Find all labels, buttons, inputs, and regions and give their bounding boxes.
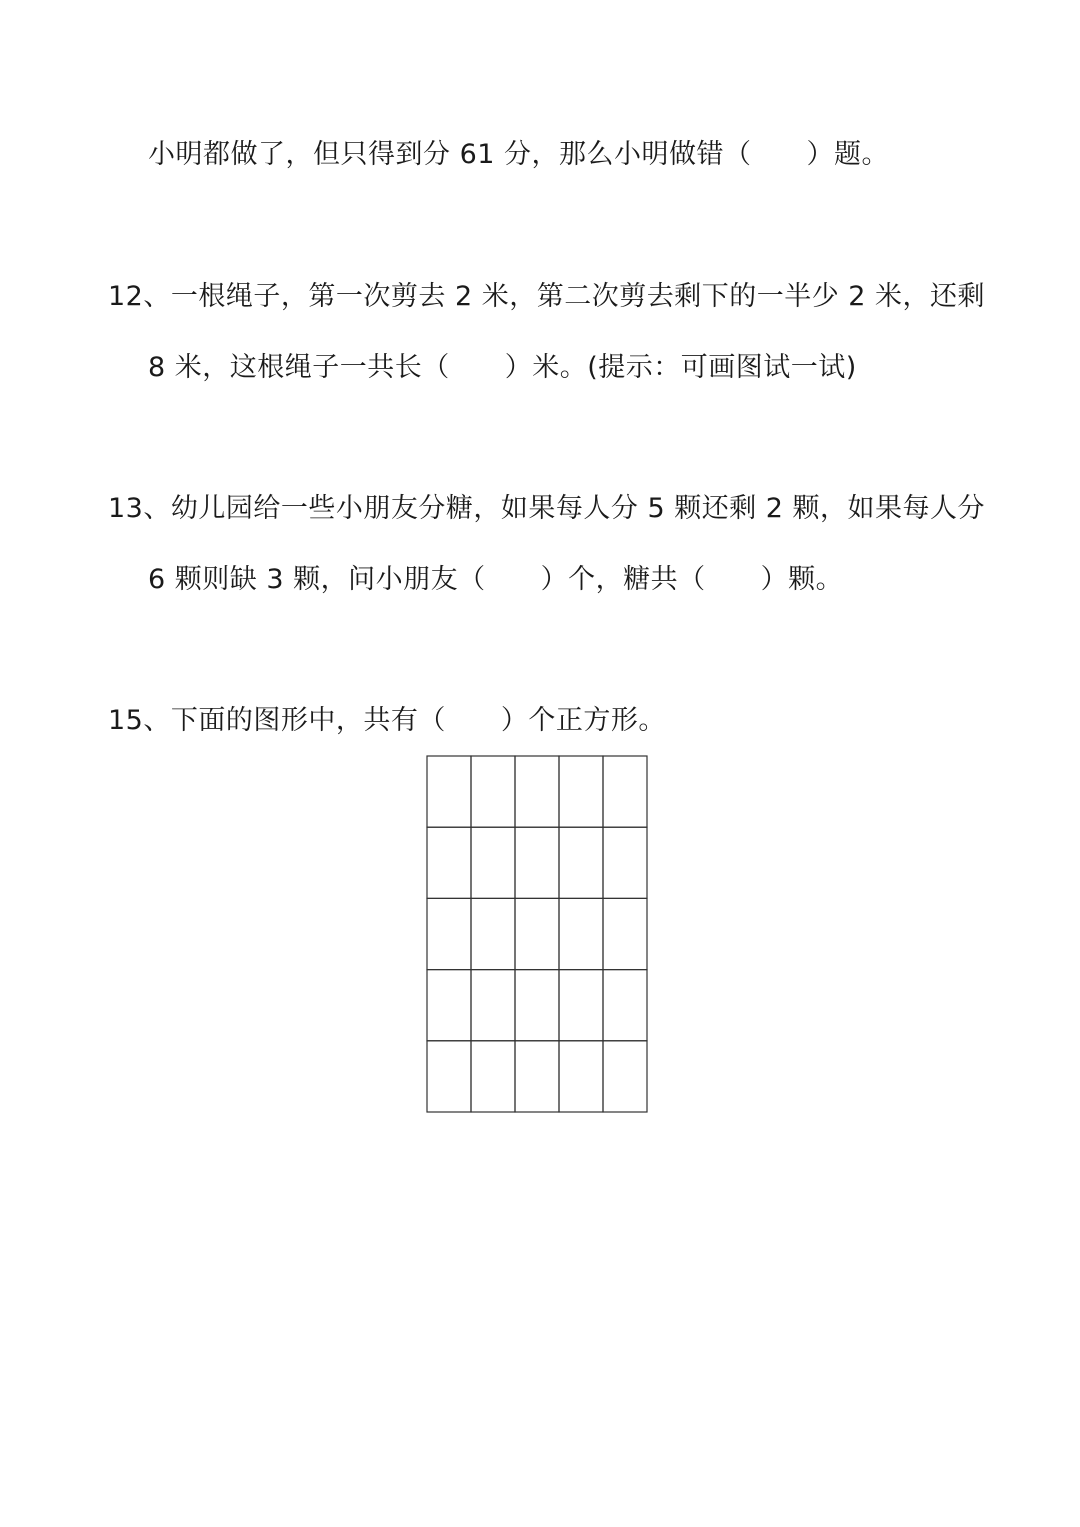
grid-cell [471,970,515,1041]
grid-cell [559,970,603,1041]
grid-cell [427,898,471,969]
grid-cell [427,756,471,827]
grid-cell [471,1041,515,1112]
grid-svg [426,755,648,1113]
square-grid-figure [426,755,648,1113]
grid-cell [471,827,515,898]
q12-line-1: 12、一根绳子，第一次剪去 2 米，第二次剪去剩下的一半少 2 米，还剩 [108,281,986,312]
q12-line-2: 8 米，这根绳子一共长（ ）米。(提示：可画图试一试) [148,352,857,383]
grid-cell [515,756,559,827]
grid-cell [427,1041,471,1112]
grid-cell [471,756,515,827]
grid-cell [603,898,647,969]
grid-cell [515,970,559,1041]
q13-line-2: 6 颗则缺 3 颗，问小朋友（ ）个，糖共（ ）颗。 [148,564,844,595]
grid-cell [559,1041,603,1112]
grid-cell [603,756,647,827]
grid-cell [515,1041,559,1112]
grid-cell [603,1041,647,1112]
grid-cell [559,756,603,827]
grid-cell [603,827,647,898]
grid-cell [515,898,559,969]
grid-cell [427,970,471,1041]
grid-cell [515,827,559,898]
grid-cell [427,827,471,898]
grid-cell [559,898,603,969]
grid-cell [471,898,515,969]
grid-cell [603,970,647,1041]
q15-line: 15、下面的图形中，共有（ ）个正方形。 [108,705,666,736]
grid-cell [559,827,603,898]
q11-continuation-line: 小明都做了，但只得到分 61 分，那么小明做错（ ）题。 [148,139,890,170]
q13-line-1: 13、幼儿园给一些小朋友分糖，如果每人分 5 颗还剩 2 颗，如果每人分 [108,493,986,524]
